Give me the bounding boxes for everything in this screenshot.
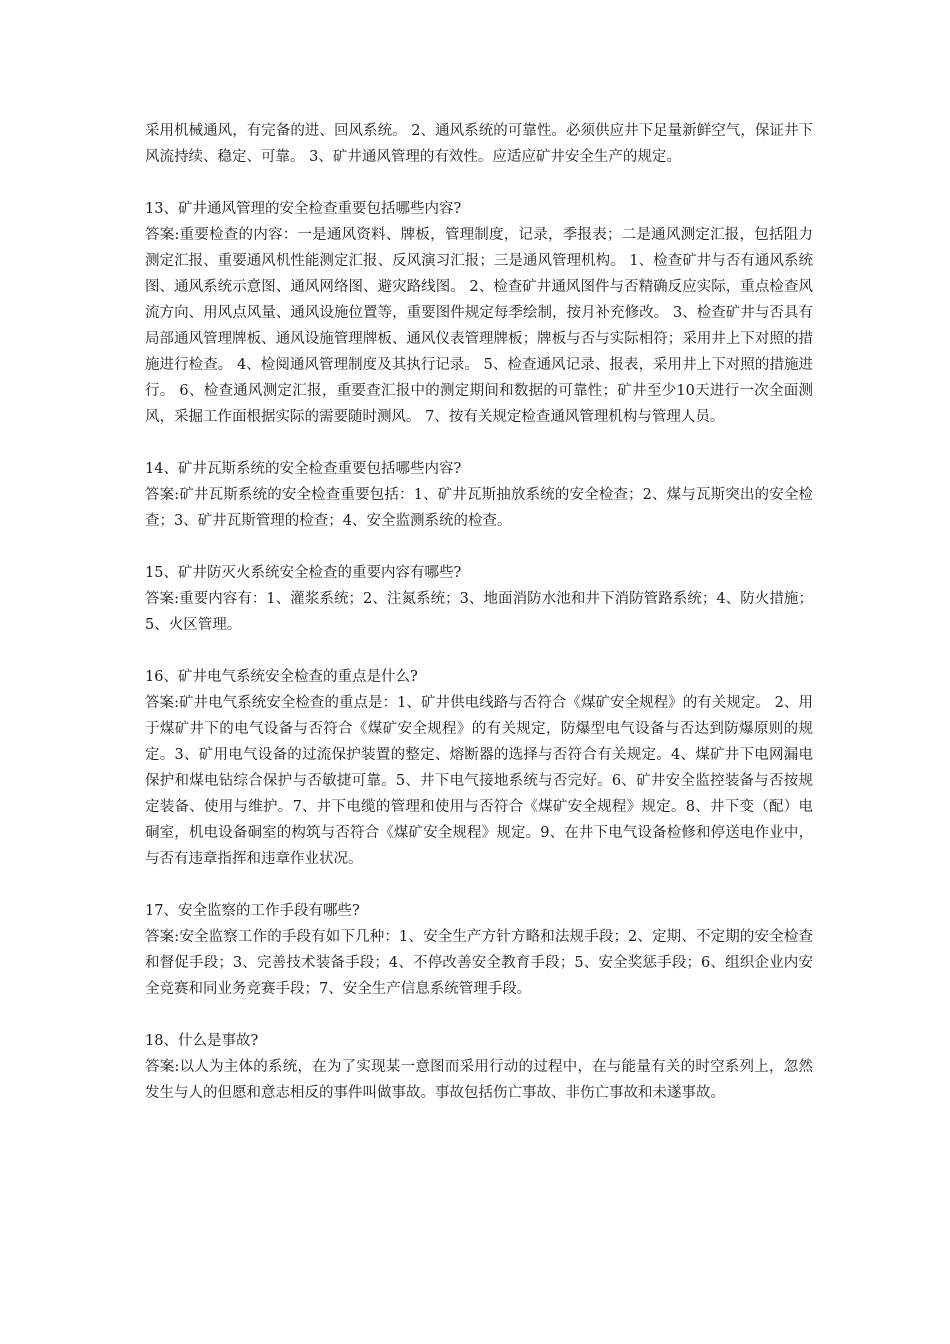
answer-16: 答案:矿井电气系统安全检查的重点是：1、矿井供电线路与否符合《煤矿安全规程》的有关规定。 2、用于煤矿井下的电气设备与否符合《煤矿安全规程》的有关规定，防爆型电气设备与否达到防爆原则的规定。3、矿用电气设备的过流保护装置的整定、熔断器的选择与否符合有关规定。4、煤矿井下电网漏电保护和煤电钻综合保护与否敏捷可靠。5、井下电气接地系统与否完好。6、矿井安全监控装备与否按规定装备、使用与维护。7、井下电缆的管理和使用与否符合《煤矿安全规程》规定。8、井下变（配）电硐室，机电设备硐室的构筑与否符合《煤矿安全规程》规定。9、在井下电气设备检修和停送电作业中，与否有违章指挥和违章作业状况。 [145,695,813,867]
answer-17: 答案:安全监察工作的手段有如下几种：1、安全生产方针方略和法规手段；2、定期、不定期的安全检查和督促手段；3、完善技术装备手段；4、不停改善安全教育手段；5、安全奖惩手段；6、组织企业内安全竞赛和同业务竞赛手段；7、安全生产信息系统管理手段。 [145,929,813,997]
intro-paragraph: 采用机械通风，有完备的进、回风系统。 2、通风系统的可靠性。必须供应井下足量新鲜空气，保证井下风流持续、稳定、可靠。 3、矿井通风管理的有效性。应适应矿井安全生产的规定。 [145,123,813,165]
qa-item-17 [145,898,813,1002]
question-18: 18、什么是事故? [145,1033,259,1049]
question-15: 15、矿井防灭火系统安全检查的重要内容有哪些? [145,565,462,581]
qa-item-14 [145,456,813,534]
answer-13: 答案:重要检查的内容：一是通风资料、牌板，管理制度，记录，季报表；二是通风测定汇报，包括阻力测定汇报、重要通风机性能测定汇报、反风演习汇报；三是通风管理机构。 1、检查矿井与否有通风系统图、通风系统示意图、通风网络图、避灾路线图。 2、检查矿井通风图件与否精确反应实际，重点检查风流方向、用风点风量、通风设施位置等，重要图件规定每季绘制，按月补充修改。 3、检查矿井与否具有局部通风管理牌板、通风设施管理牌板、通风仪表管理牌板；牌板与否与实际相符；采用井上下对照的措施进行检查。 4、检阅通风管理制度及其执行记录。 5、检查通风记录、报表，采用井上下对照的措施进行。 6、检查通风测定汇报，重要查汇报中的测定期间和数据的可靠性；矿井至少10天进行一次全面测风，采掘工作面根据实际的需要随时测风。 7、按有关规定检查通风管理机构与管理人员。 [145,227,813,425]
qa-item-15 [145,560,813,638]
question-14: 14、矿井瓦斯系统的安全检查重要包括哪些内容? [145,461,462,477]
answer-14: 答案:矿井瓦斯系统的安全检查重要包括：1、矿井瓦斯抽放系统的安全检查；2、煤与瓦斯突出的安全检查；3、矿井瓦斯管理的检查；4、安全监测系统的检查。 [145,487,813,529]
qa-item-13 [145,196,813,430]
qa-item-18 [145,1028,813,1106]
question-13: 13、矿井通风管理的安全检查重要包括哪些内容? [145,201,462,217]
question-16: 16、矿井电气系统安全检查的重点是什么? [145,669,418,685]
answer-18: 答案:以人为主体的系统，在为了实现某一意图而采用行动的过程中，在与能量有关的时空系列上，忽然发生与人的但愿和意志相反的事件叫做事故。事故包括伤亡事故、非伤亡事故和未遂事故。 [145,1059,813,1101]
document-page [145,118,813,1106]
question-17: 17、安全监察的工作手段有哪些? [145,903,360,919]
answer-15: 答案:重要内容有：1、灌浆系统；2、注氮系统；3、地面消防水池和井下消防管路系统；4、防火措施； 5、火区管理。 [145,591,813,633]
qa-item-16 [145,664,813,872]
